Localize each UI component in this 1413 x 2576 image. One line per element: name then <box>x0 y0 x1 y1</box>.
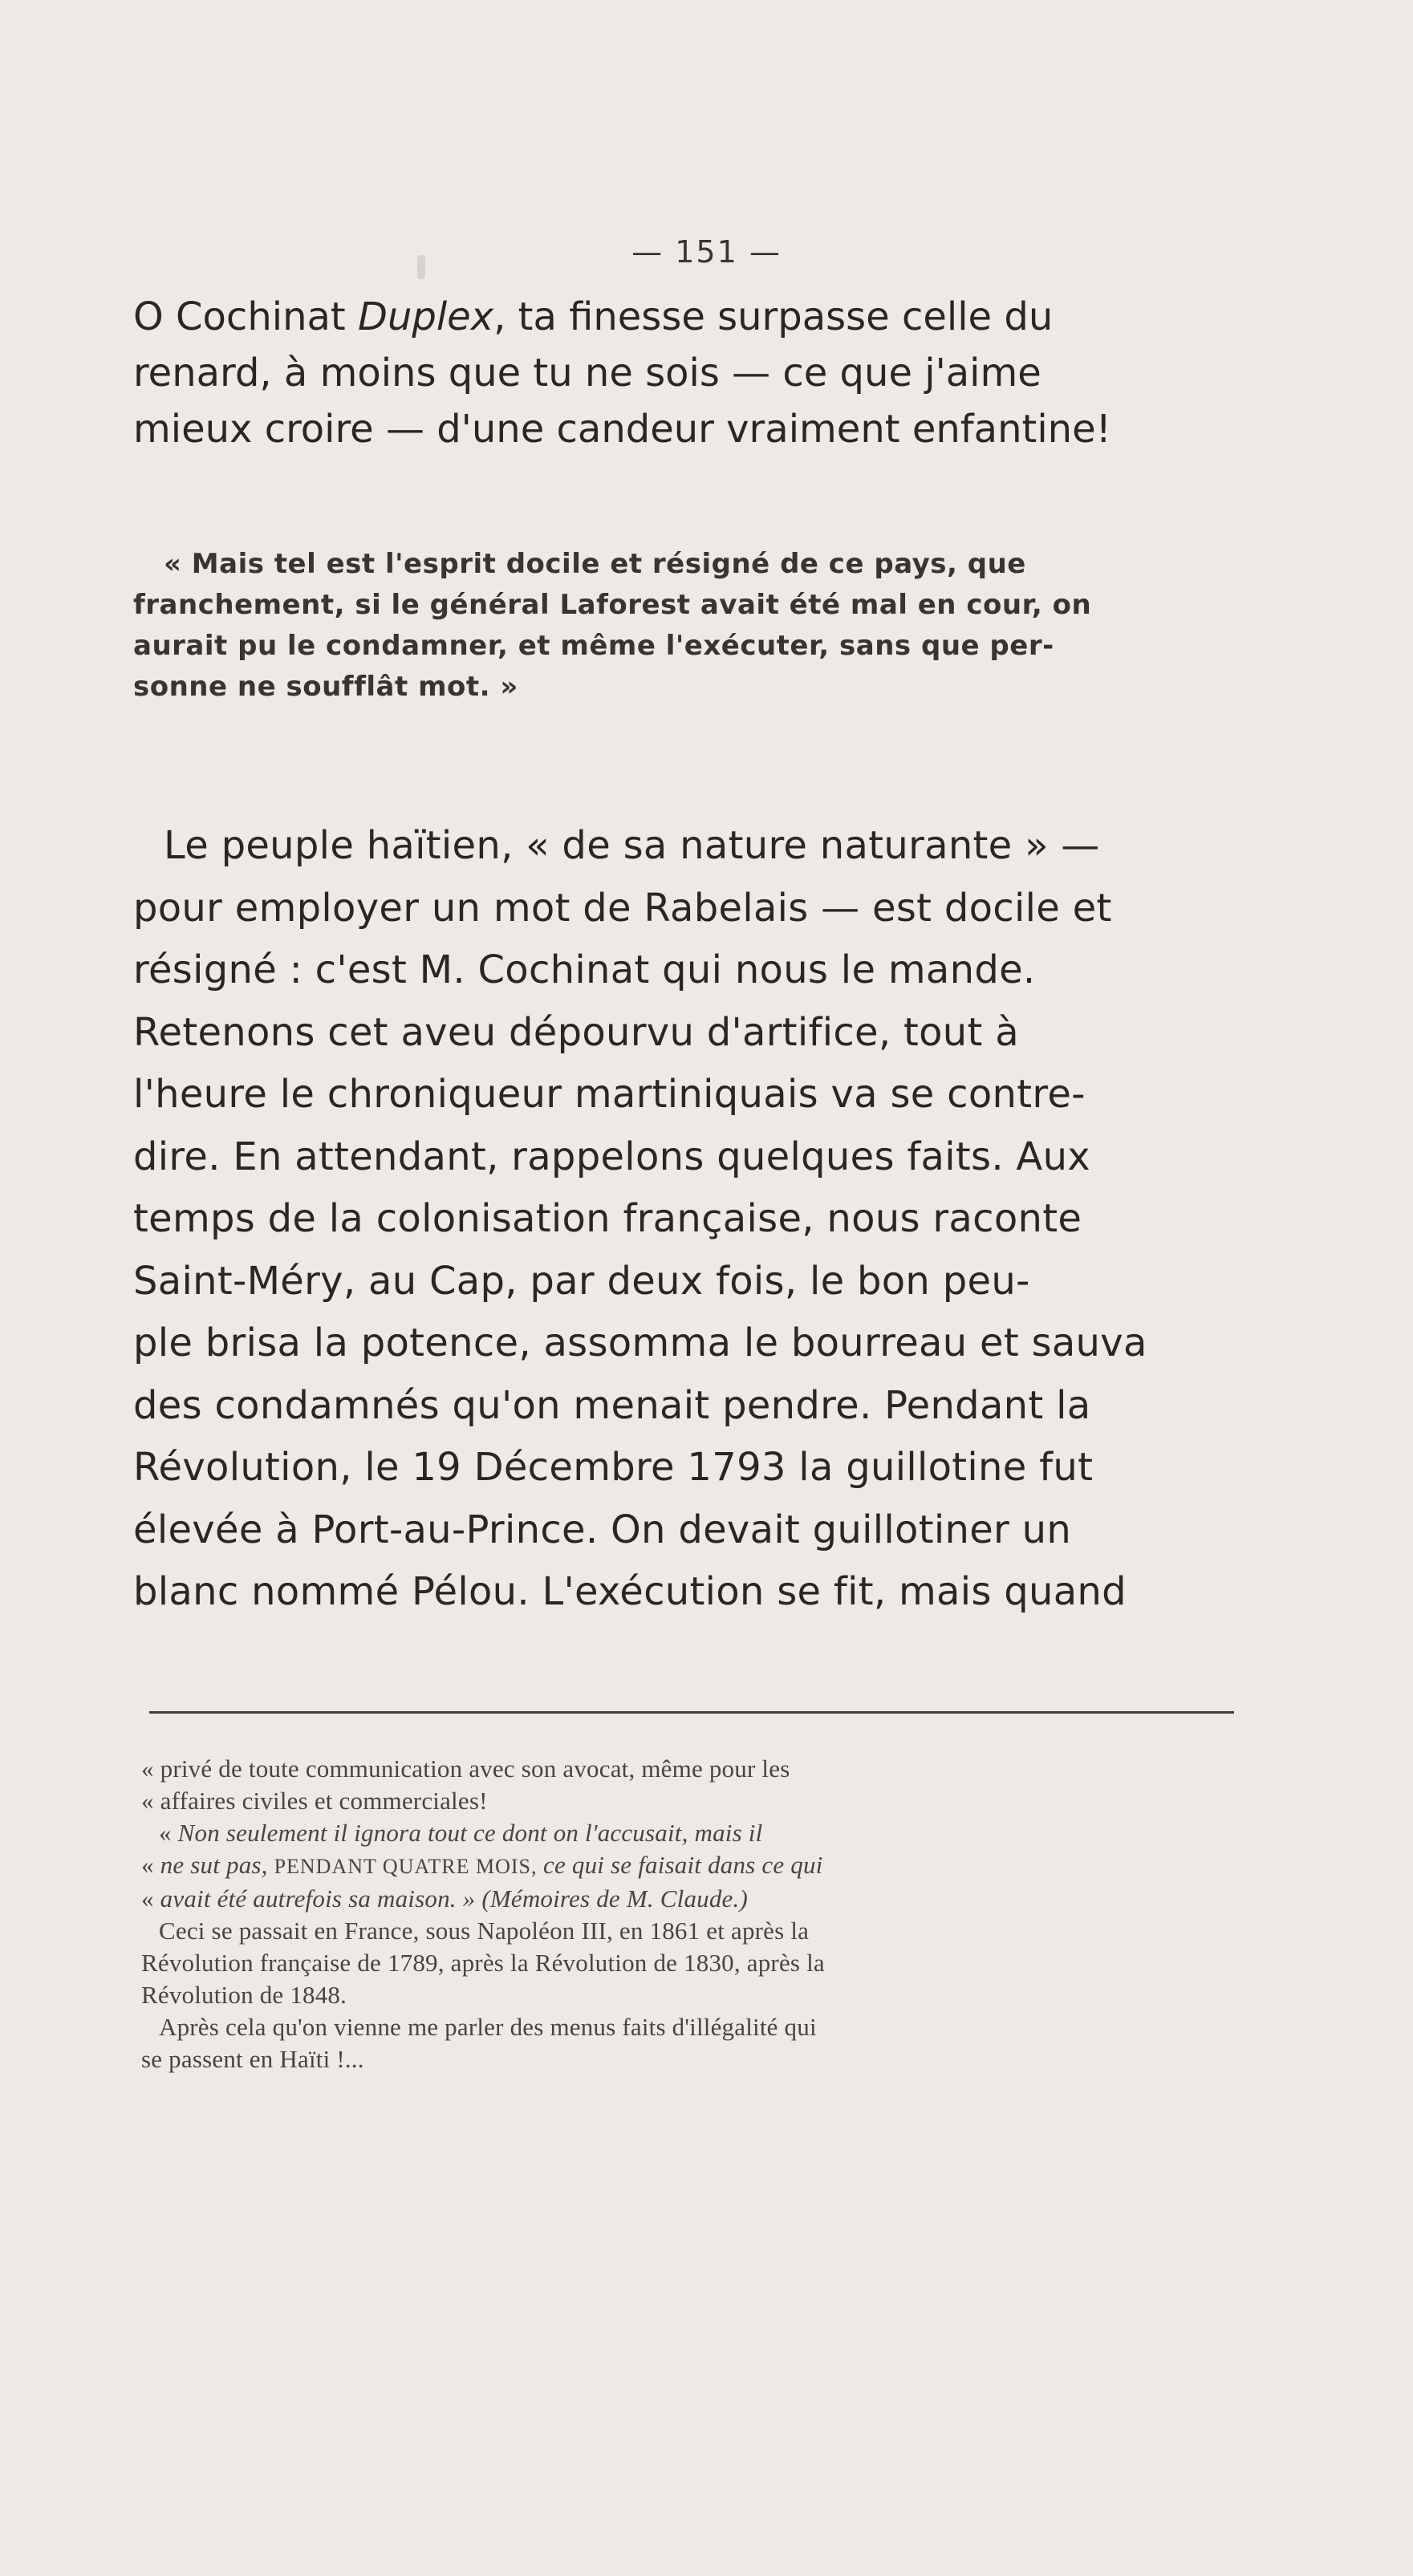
block-quote <box>133 544 1236 708</box>
quote-line: franchement, si le général Laforest avait été mal en cour, on <box>133 589 1092 621</box>
text-line: des condamnés qu'on menait pendre. Pendant la <box>133 1382 1091 1428</box>
text-line: élevée à Port-au-Prince. On devait guillotiner un <box>133 1507 1072 1552</box>
text-line: ple brisa la potence, assomma le bourreau et sauva <box>133 1320 1147 1365</box>
text-line: O Cochinat Duplex, ta finesse surpasse celle du <box>133 294 1054 339</box>
footnote-line: Révolution française de 1789, après la Révolution de 1830, après la <box>141 1949 825 1977</box>
italic-name: Duplex <box>357 294 494 339</box>
text-line: Révolution, le 19 Décembre 1793 la guillotine fut <box>133 1445 1094 1490</box>
quote-line: sonne ne soufflât mot. » <box>133 671 518 703</box>
text-line: pour employer un mot de Rabelais — est docile et <box>133 885 1112 931</box>
text-line: l'heure le chroniqueur martiniquais va se contre- <box>133 1072 1086 1117</box>
footnote-line: Après cela qu'on vienne me parler des menus faits d'illégalité qui <box>159 2013 817 2041</box>
text-line: Saint-Méry, au Cap, par deux fois, le bon peu- <box>133 1258 1030 1304</box>
footnote-line: « avait été autrefois sa maison. » (Mémoires de M. Claude.) <box>141 1884 748 1913</box>
page-number: — 151 — <box>631 234 782 270</box>
footnote-line: « Non seulement il ignora tout ce dont on l'accusait, mais il <box>159 1819 763 1847</box>
main-paragraph <box>133 815 1236 1624</box>
footnote-line: « affaires civiles et commerciales! <box>141 1787 488 1815</box>
text-line: Retenons cet aveu dépourvu d'artifice, tout à <box>133 1009 1019 1055</box>
opening-paragraph <box>133 289 1236 457</box>
text-line: blanc nommé Pélou. L'exécution se fit, mais quand <box>133 1569 1127 1614</box>
text-line: mieux croire — d'une candeur vraiment enfantine! <box>133 407 1111 452</box>
text-line: renard, à moins que tu ne sois — ce que j'aime <box>133 351 1041 396</box>
footnote-line: Ceci se passait en France, sous Napoléon III, en 1861 et après la <box>159 1917 810 1945</box>
footnote-line: « privé de toute communication avec son avocat, même pour les <box>141 1755 790 1783</box>
text-line: Le peuple haïtien, « de sa nature naturante » — <box>164 823 1100 868</box>
text-line: temps de la colonisation française, nous raconte <box>133 1196 1082 1241</box>
ink-stain <box>417 255 425 279</box>
text-line: résigné : c'est M. Cochinat qui nous le mande. <box>133 947 1036 992</box>
footnotes <box>141 1753 1249 2075</box>
quote-line: aurait pu le condamner, et même l'exécuter, sans que per- <box>133 630 1054 662</box>
footnote-line: se passent en Haïti !... <box>141 2045 364 2073</box>
footnote-line: « ne sut pas, PENDANT QUATRE MOIS, ce qui se faisait dans ce qui <box>141 1851 823 1879</box>
quote-line: « Mais tel est l'esprit docile et résigné de ce pays, que <box>164 548 1026 580</box>
footnote-divider <box>149 1711 1234 1714</box>
footnote-line: Révolution de 1848. <box>141 1981 347 2009</box>
text-line: dire. En attendant, rappelons quelques faits. Aux <box>133 1134 1090 1179</box>
